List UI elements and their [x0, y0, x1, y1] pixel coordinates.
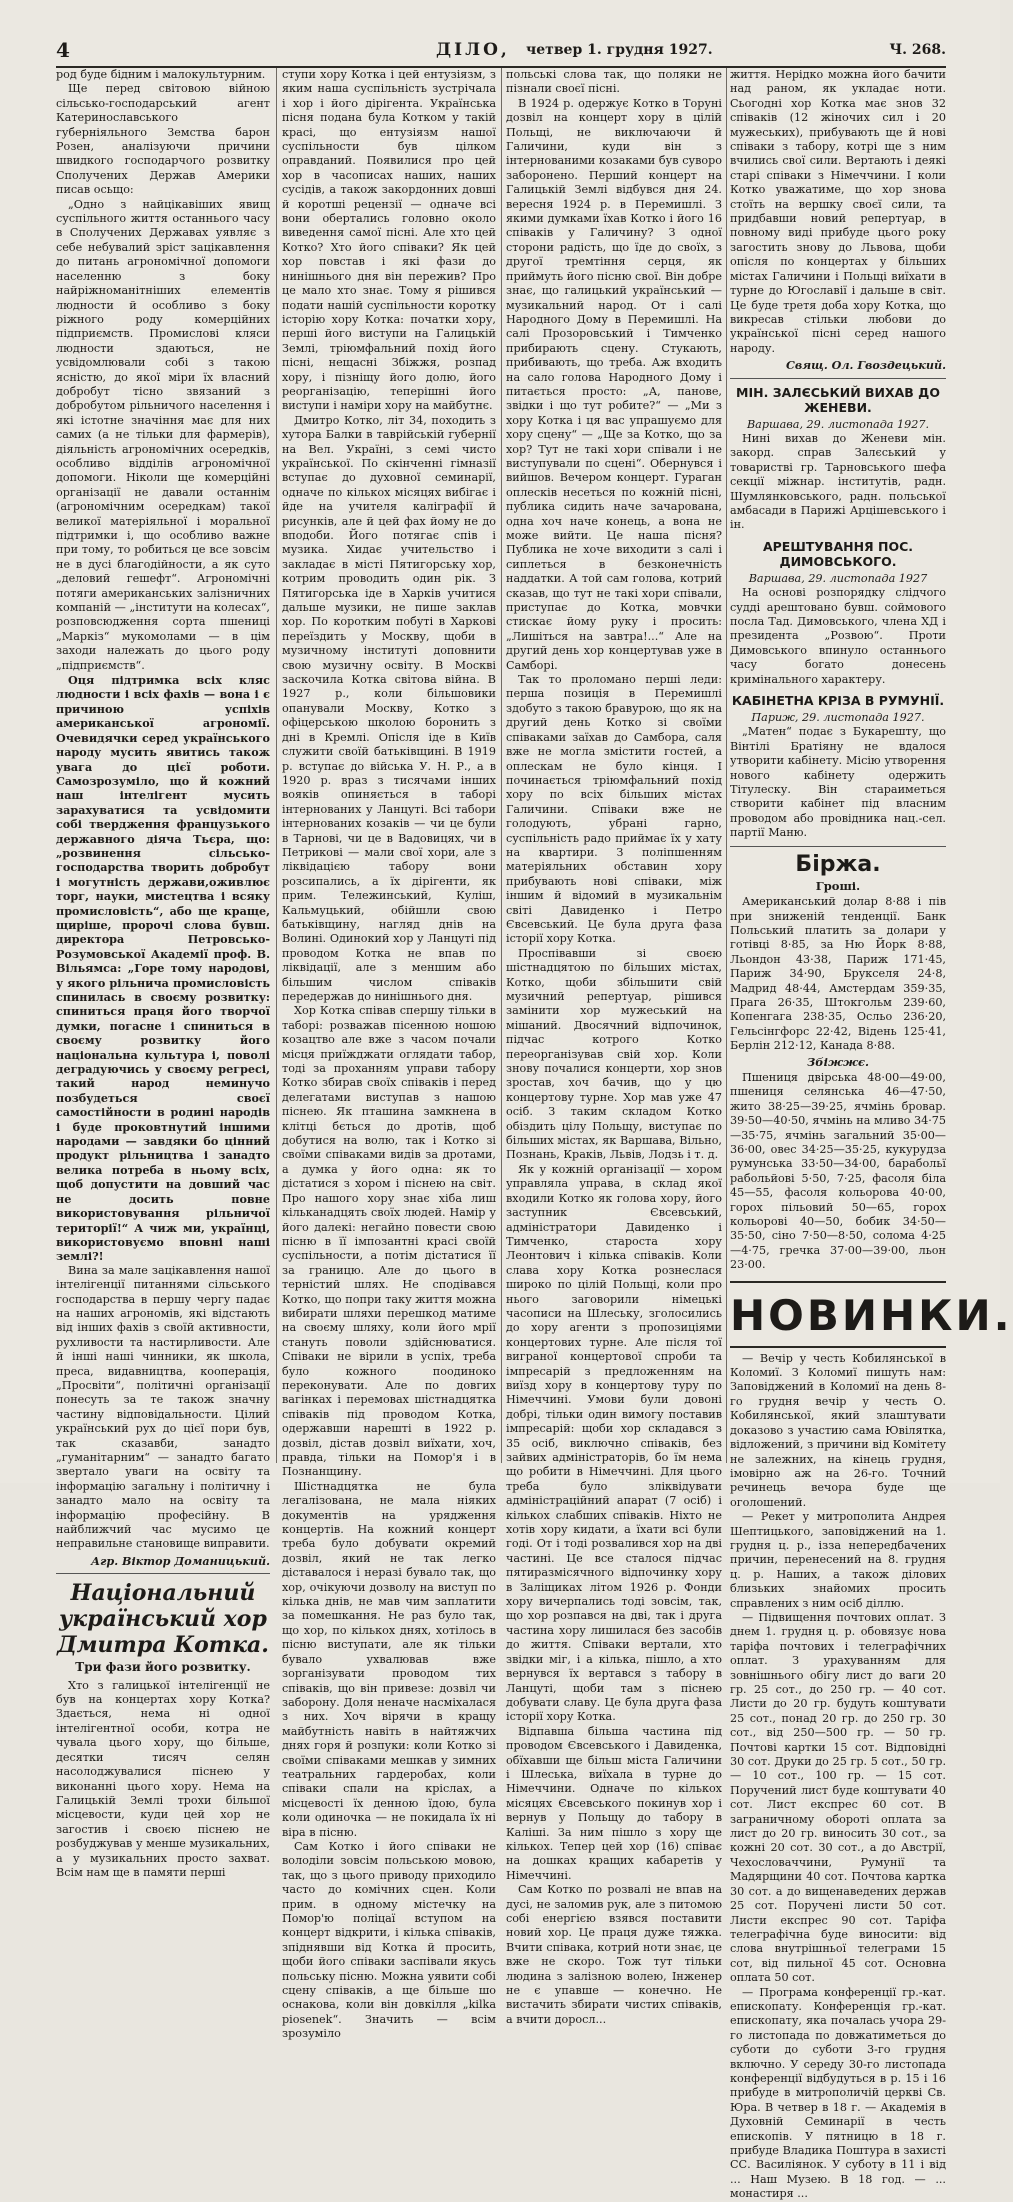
- article-headline: Національний український хор Дмитра Котка.: [57, 1580, 269, 1659]
- news-headline: МІН. ЗАЛЄСЬКИЙ ВИХАВ ДО ЖЕНЕВИ.: [736, 384, 940, 415]
- paragraph: польські слова так, що поляки не пізнали своєї пісні.: [506, 68, 722, 96]
- divider: [56, 1573, 270, 1574]
- paragraph: Сам Котко і його співаки не володіли зовсім польською мовою, так, що з цього приводу приходило часто до комічних сцен. Коли прим. в одному містечку на Помор'ю поліцаї вступом на концерт відкрити, і кілька співаків, зпіднявши від Котка й просить, щоби його співаки заспівали якусь польську пісню. Можна уявити собі сцену співаків, а ще більше шо оснакова, коли він довкілля „kilka piosenek“. Значить — всім зрозуміло: [282, 1839, 496, 2041]
- news-headline: АРЕШТУВАННЯ ПОС. ДИМОВСЬКОГО.: [762, 538, 914, 569]
- paragraph: Оця підтримка всіх кляс людности і всіх фахів — вона і є причиною успіхів американської агрономії. Очевидячки серед українського народу мусить явитись також увага до цієї роботи. Самозрозуміло, що й кожний наш інтелігент мусить зарахуватися та усвідомити собі твердження французького державного діяча Тьєра, що: „розвинення сільсько-господарства творить добробут і могутність держави,оживлює торг, науки, мистецтва і всяку промисловість“, або ще краще, щиріше, пророчі слова бувш. директора Петровсько-Розумовської Академії проф. В. Вільямса: „Горе тому народові, у якого рільнича промисловість спинилась в своєму розвитку: спиниться праця його творчої думки, погасне і спиниться в своєму розвитку його національна культура і, поволі деградуючись у своєму регресі, такий народ неминучо позбудеться своєї самостійности в родині народів і буде проковтнутий іншими народами — завдяки бо цінний продукт рільництва і занадто велика потреба в ньому всіх, щоб допустити на довший час не досить повне використовування рільничої території!“ А чиж ми, українці, використовуємо вповні наші землі?!: [56, 673, 270, 1264]
- news-headline: КАБІНЕТНА КРІЗА В РУМУНІЇ.: [731, 693, 945, 709]
- paragraph: ступи хору Котка і цей ентузіязм, з яким наша суспільність зустрічала і хор і його дірігента. Українська пісня подана була Котком у такій красі, що ентузіязм нашої суспільности був цілком оправданий. Появилися про цей хор в часописах наших, наших сусідів, а також закордонних довші й коротші рецензії — одначе всі вони обертались головно около виведення самої пісні. Але хто цей Котко? Хто його співаки? Як цей хор повстав і які фази до нинішнього дня він пережив? Про це мало хто знає. Тому я рішився подати нашій суспільности коротку історію хору Котка: початки хору, перші його виступи на Галицькій Землі, тріюмфальний похід його пісні, нещасні Збіжжя, розпад хору, і пізніщу його долю, його реорганізацію, теперішні його виступи і наміри хору на майбутнє.: [282, 68, 496, 413]
- subsection-heading-grain: Збіжжє.: [806, 1054, 869, 1069]
- paragraph: Вина за мале зацікавлення нашої інтелігенції питаннями сільського господарства в першу чергу падає на наших агрономів, які відстають від інших фахів з своїй активности, рухливости та настирливости. Але й інші наші чинники, як школа, преса, видавництва, кооперація, „Просвіти“, політичні організації понесуть за те також значну частину відповідальности. Цілий український рух до цієї пори був, так сказавби, занадто „гуманітарним“ — занадто багато звертало уваги на освіту та інформацію загальну і політичну і занадто мало на освіту та інформацію професійну. В найближчий час мусимо це неправильне становище виправити.: [56, 1263, 270, 1551]
- author-signature: Свящ. Ол. Гвоздецький.: [785, 358, 946, 373]
- author-signature: Агр. Віктор Доманицький.: [91, 1553, 270, 1568]
- column-rule: [276, 68, 277, 1463]
- dateline: Варшава, 29. листопада 1927: [748, 571, 928, 585]
- paragraph: Нині вихав до Женеви мін. закорд. справ Залєський у товаристві гр. Тарновського шефа секції міжнар. інститутів, радн. Шумлянковського, радн. польської амбасади в Парижі Арцішевського і ін.: [730, 431, 946, 532]
- section-heading-news: НОВИНКИ.: [730, 1290, 1013, 1340]
- paper-name: ДІЛО,: [436, 40, 510, 60]
- section-heading-exchange: Біржа.: [795, 851, 881, 877]
- paragraph: Так то проломано перші леди: перша позиція в Перемишлі здобуто з такою бравурою, що як на другий день Котко зі своїми співаками заїхав до Самбора, саля вже не могла змістити гостей, а оплескам не було кінця. І починається тріюмфальний похід хору по всіх більших містах Галичини. Співаки вже не голодують, убрані гарно, суспільність радо приймає їх у хату на квартири. З поліпшенням матеріяльних обставин хору прибувають нові співаки, між іншим й відомий в музикальнім світі Давиденко і Петро Євсевський. Це була друга фаза історії хору Котка.: [506, 673, 722, 946]
- paragraph: Пшениця двірська 48·00—49·00, пшениця селянська 46—47·50, жито 38·25—39·25, ячмінь бровар. 39·50—40·50, ячмінь на мливо 34·75—35·75, ячмінь загальний 35·00—36·00, овес 34·25—35·25, кукурудза румунська 33·50—34·00, барабольї рабольйові 5·50, 7·25, фасоля біла 45—55, фасоля кольорова 40·00, горох пільовий 50—65, горох кольорові 40—50, бобик 34·50—35·50, сіно 7·50—8·50, солома 4·25—4·75, гречка 37·00—39·00, льон 23·00.: [730, 1070, 946, 1272]
- paragraph: Дмитро Котко, літ 34, походить з хутора Балки в таврійській губернії на Вел. Україні, з семі чисто української. По скінченні гімназії вступає до духовної семинарії, одначе по кількох місяцях вибігає і йде на учителя каліграфії й рисунків, але й цей фах йому не до вподоби. Його потягає спів і музика. Хидає учительство і закладає в місті Пятигорську хор, котрим проводить один рік. З Пятигорська іде в Харків учитися дальше музики, не пише заклав хор. По коротким побуті в Харкові переїздить у Москву, щоби в музичному інституті доповнити свою музичну освіту. В Москві заскочила Котка світова війна. В 1927 р., коли більшовики опанували Москву, Котко з офіцерською школою боронить з дні в Кремлі. Опісля іде в Київ служити своїй батьківщині. В 1919 р. вступає до війська У. Н. Р., а в 1920 р. враз з тисячами інших вояків опиняється в таборі інтернованих у Ланцуті. Всі табори інтернованих козаків — чи це були в Тарнові, чи це в Вадовицях, чи в Петрикові — мали свої хори, але з ліквідацією табору вони розсипались, а їх дірігенти, як прим. Тележинський, Куліш, Кальмуцький, обійшли свою батьківщину, нагляд днів на Волині. Одинокий хор у Ланцуті під проводом Котка не впав по ліквідації, але з меншим або більшим числом співаків передержав до нинішнього дня.: [282, 413, 496, 1003]
- paragraph: Американський долар 8·88 і пів при зниженій тенденції. Банк Польський платить за долари у готівці 8·85, за Ню Йорк 8·88, Льондон 43·38, Париж 171·45, Париж 34·90, Брукселя 24·8, Мадрид 48·44, Амстердам 359·35, Прага 26·35, Штокгольм 239·60, Копенгага 238·35, Осльо 236·20, Гельсінгфорс 22·42, Відень 125·41, Берлін 212·12, Канада 8·88.: [730, 895, 946, 1053]
- paragraph: На основі розпорядку слідчого судді арештовано бувш. соймового посла Тад. Димовського, члена ХД і президента „Розвою“. Проти Димовського впинуло останнього часу богато донесень кримінального характеру.: [730, 586, 946, 686]
- paragraph: Сам Котко по розвалі не впав на дусі, не заломив рук, але з питомою собі енергією взявся поставити новий хор. Це праця дуже тяжка. Вчити співака, котрий ноти знає, це вже не скоро. Тож тут тільки людина з залізною волею, Інженер не є упавше — конечно. Не вистачить збирати чистих співаків, а вчити доросл...: [506, 1883, 722, 2026]
- column-rule: [726, 68, 727, 1463]
- paragraph: Ще перед світовою війною сільсько-господарський агент Катеринославського губерніяльного Земства барон Розен, аналізуючи причини швидкого господарчого розвитку Сполучених Держав Америки писав осьщо:: [56, 82, 270, 197]
- issue-date: четвер 1. грудня 1927.: [526, 42, 713, 58]
- news-item: — Підвищення почтових оплат. З днем 1. грудня ц. р. обовязує нова таріфа почтових і телеграфічних оплат. З урахуванням для зовнішнього обігу лист до ваги 20 гр. 25 сот., до 250 гр. — 40 сот. Листи до 20 гр. будуть коштувати 25 сот., понад 20 гр. до 250 гр. 30 сот., від 250—500 гр. — 50 гр. Почтові картки 15 сот. Відповідні 30 сот. Друки до 25 гр. 5 сот., 50 гр. — 10 сот., 100 гр. — 15 сот. Поручений лист буде коштувати 40 сот. Лист експрес 60 сот. В заграничному обороті оплата за лист до 20 гр. виносить 30 сот., за кожні 20 сот. 30 сот., а до Австрії, Чехословаччини, Румунії та Мадярщини 40 сот. Почтова картка 30 сот. а до вищенаведених держав 25 сот. Поручені листи 50 сот. Листи експрес 90 сот. Таріфа телеграфічна буде виносити: від слова внутрішньої телеграми 15 сот, від пильної 45 сот. Основна оплата 50 сот.: [730, 1610, 946, 1985]
- paragraph: род буде бідним і малокультурним.: [56, 68, 266, 81]
- subsection-heading-money: Гроші.: [815, 878, 861, 893]
- column-3: [506, 68, 722, 2026]
- news-item: — Програма конференції гр.-кат. епископату. Конференція гр.-кат. епископату, яка почалась учора 29-го листопада по довжатиметься до суботи до суботи 3-го грудня включно. У середу 30-го листопада конференції відбудуться в р. 15 і 16 прибуде в митрополичій церкві Св. Юра. В четвер в 18 г. — Академія в Духовній Семинарії в честь епископів. У пятницю в 18 г. прибуде Владика Поштура в захисті СС. Василіянок. У суботу в 11 і від ... Наш Музею. В 18 год. — ... монастиря ...: [730, 1985, 946, 2201]
- paragraph: Шістнадцятка не була легалізована, не мала ніяких документів на урядження концертів. На кожний концерт треба було добувати окремий дозвіл, який не так легко діставалося і неразі бувало так, що хор, очікуючи дозволу на виступ по кілька днів, не мав чим заплатити за помешкання. Не раз було так, що хор, по кількох днях, хотілось в пісню виступати, але як тільки бувало ухвалював вже зорганізувати проводом тих співаків, що він привезе: дозвіл чи заборону. Доля неначе насміхалася з них. Хоч вірячи в кращу майбутність навіть в найтяжчих днях горя й розпуки: коли Котко зі своїми співаками мешкав у зимних театральних гардеробах, коли співаки спали на кріслах, а місцевості їх денною їдою, була коли одиночка — не покидала їх ні віра в пісню.: [282, 1479, 496, 1839]
- column-rule: [501, 68, 502, 1463]
- dateline: Варшава, 29. листопада 1927.: [746, 417, 930, 431]
- issue-number: Ч. 268.: [889, 42, 946, 58]
- divider: [730, 846, 946, 847]
- divider: [730, 378, 946, 379]
- paragraph: В 1924 р. одержує Котко в Торуні дозвіл на концерт хору в цілій Польщі, не виключаючи й Галичини, куди він з інтернованими козаками був суворо заборонено. Перший концерт на Галицькій Землі відбувся дня 24. вересня 1924 р. в Перемишлі. З якими думками їхав Котко і його 16 співаків у Галичину? З одної сторони радість, що їде до своїх, з другої тремтіння серця, як приймуть його пісню свої. Він добре знає, що галицький український — музикальний народ. От і салі Народного Дому в Перемишлі. На салі Прозоровський і Тимченко прибирають сцену. Стукають, прибивають, що треба. Аж входить на сало голова Народного Дому і питається просто: „А, панове, звідки і що тут робите?“ — „Ми з хору Котка і ця вас упрашуємо для хору сцену“ — „Ще за Котко, що за хор? Тут не такі хори співали і не виступували по сцені“. Обернувся і вийшов. Вечером концерт. Гураган оплесків несеться по кожній пісні, публика сидить наче зачарована, одна хоч наче конець, а вона не може вийти. Це наша пісня? Публика не хоче виходити з салі і сиплеться в безконечність наддатки. А той сам голова, котрий сказав, що тут не такі хори співали, приступає до Котка, мовчки стискає йому руку і просить: „Лишіться на завтра!...“ Але на другий день хор концертував уже в Самборі.: [506, 96, 722, 672]
- masthead: [56, 36, 946, 68]
- news-section-header: [730, 1281, 1013, 1348]
- column-1: [56, 68, 270, 1879]
- paragraph: „Матен“ подає з Букарешту, що Вінтілі Братіяну не вдалося утворити кабінету. Місію утворення нового кабінету одержить Тітулеску. Він стараиметься створити кабінет під власним проводом або провідника нац.-сел. партії Маню.: [730, 725, 946, 840]
- paragraph: життя. Нерідко можна його бачити над раном, як укладає ноти. Сьогодні хор Котка має знов 32 співаків (12 жіночих сил і 20 мужеських), прибувають ще й нові співаки з табору, котрі ще з ним вчились свої сили. Вертають і деякі старі співаки з Німеччини. І коли Котко уважатиме, що хор знова стоїть на вершку своєї сили, та придбавши новий репертуар, в повному виді прибуде цього року загостить знову до Львова, щоби опісля по концертах у більших містах Галичини і Польщі виїхати в турне до Югославії і дальше в світ. Це буде третя доба хору Котка, що викресав стільки любови до української пісні серед нашого народу.: [730, 68, 946, 355]
- paragraph: Відпавша більша частина під проводом Євсевського і Давиденка, обїхавши ще більш міста Галичини і Шлеська, виїхала в турне до Німеччини. Одначе по кількох місяцях Євсевського покинув хор і вернув у Польщу до табору в Каліші. За ним пішло з хору ще кількох. Тепер цей хор (16) співає на дошках кращих кабаретів у Німеччині.: [506, 1724, 722, 1882]
- paragraph: Як у кожній організації — хором управляла управа, в склад якої входили Котко як голова хору, його заступник Євсевський, адміністратори Давиденко і Тимченко, староста хору Леонтович і кілька співаків. Коли слава хору Котка рознеслася широко по цілій Польщі, коли про нього заговорили німецькі часописи на Шлеську, зголосились до хору агенти з пропозиціями концертових турне. Але після тої виграної концертової спроби та імпресарій з предложенням на виїзд хору в концертову туру по Німеччині. Умови були довоні добрі, тільки один вимогу поставив імпресарій: щоби хор складався з 35 осіб, виключно співаків, без зайвих адміністраторів, бо їм нема що робити в Німеччині. Для цього треба було зліквідувати адміністраційний апарат (7 осіб) і кількох слабших співаків. Ніхто не хотів хору кидати, а їхати всі були годі. От і тоді розвалився хор на дві частині. Це все сталося підчас пятиразмісячного відпочинку хору в Заліщиках літом 1926 р. Фонди хору вичерпались тоді зовсім, так, що хор розпався на дві, так і друга частина хору лишилася без засобів до життя. Співаки вертали, хто звідки міг, і а кілька, пішло, а хто вернувся їх вертався з табору в Ланцуті, щоби там з піснею добувати славу. Це була друга фаза історії хору Котка.: [506, 1162, 722, 1724]
- column-2: [282, 68, 496, 2041]
- paragraph: Проспівавши зі своєю шістнадцятою по більших містах, Котко, щоби збільшити свій музичний репертуар, рішився замінити хор мужеський на мішаний. Двосячний відпочинок, підчас котрого Котко переорганізував свій хор. Коли знову почалися концерти, хор знов зростав, хоч бачив, що у цю концертову турне. Хор мав уже 47 осіб. З таким складом Котко обіздить цілу Польщу, виступає по більших містах, як Варшава, Вільно, Познань, Краків, Львів, Лодзь і т. д.: [506, 946, 722, 1162]
- paragraph: Хор Котка співав спершу тільки в таборі: розважав пісенною ношою козацтво але вже з часом почали місця приїжджати оглядати табор, тоді за проханням управи табору Котко збирав своїх співаків і перед делегатами виступав з нашою піснею. Як пташина замкнена в клітці бється до дротів, щоб добутися на волю, так і Котко зі своїми співаками видів за дротами, а думка у його одна: як то дістатися з хором і піснею на світ. Про нашого хору знає хіба лиш кільканадцять своїх людей. Намір у його далекі: негайно повести свою пісню в її імпозантні красі своїй суспільности, а потім дістатися її за границю. Але до цього в терністий шлях. Не сподівався Котко, що попри таку життя можна вибирати шляхи перешкод матиме на своєму шляху, коли його мрії стануть поволи здійснюватися. Співаки не вірили в успіх, треба було кожного поодиноко переконувати. Але по довгих вагінках і перемовах шістнадцятка співаків під проводом Котка, одержавши нарешті в 1922 р. дозвіл, дістав дозвіл виїхати, хоч, правда, тільки на Помор'я і в Познанщину.: [282, 1004, 496, 1479]
- paragraph: Хто з галицької інтелігенції не був на концертах хору Котка? Здається, нема ні одної інтелігентної особи, котра не чувала цього хору, що більше, десятки тисяч селян насолоджувалися піснею у виконанні цього хору. Нема на Галицькій Землі трохи більшої місцевости, куди цей хор не загостив і своєю піснею не розбуджував у менше музикальних, а у музикальних просто захват. Всім нам ще в памяти перші: [56, 1678, 270, 1879]
- news-item: — Вечір у честь Кобилянської в Коломиї. З Коломиї пишуть нам: Заповіджений в Коломиї на день 8-го грудня вечір у честь О. Кобилянської, який злаштувати доказово з участию сама Ювілятка, відложений, з причини від Комітету не залежних, на кінець грудня, імовірно аж на 26-го. Точний речинець вечора буде ще оголошений.: [730, 1351, 946, 1509]
- article-subtitle: Три фази його розвитку.: [75, 1660, 251, 1675]
- dateline: Париж, 29. листопада 1927.: [751, 711, 925, 725]
- column-4: [730, 68, 1013, 2201]
- news-item: — Рекет у митрополита Андрея Шептицького, заповіджений на 1. грудня ц. р., ізза непередбачених причин, перенесений на 8. грудня ц. р. Наших, а також ділових близьких знайомих просить справлених з ним осіб діллю.: [730, 1510, 946, 1610]
- page-number: 4: [56, 38, 70, 62]
- quote-paragraph: „Одно з найцікавіших явищ суспільного життя останнього часу в Сполучених Державах уявляє з себе небувалий зріст зацікавлення до питань агрономічної допомоги населенню з боку найріжноманітніших елементів людности й особливо з боку ріжного роду комерційних підприємств. Промислові кляси людности здаються, не усвідомлювали собі з такою ясністю, до якої міри їх власний добробут тісно звязаний з добробутом рільничого населення і які істотне значіння має для них самих (а не тільки для фармерів), діяльність агрономічних осередків, особливо відділів агрономічної допомоги. Ніколи ще комерційні організації не давали останнім (агрономічним осередкам) такої великої матеріяльної і моральної підтримки і, що особливо важне при тому, то робиться це все зовсім не в дусі благодійности, а як суто „деловий гешефт“. Агрономічні потяги американських залізничних компаній — „інститути на колесах“, розповсюдження сорта пшениці „Маркіз“ мукомолами — в цім заходи належать до цього роду „підприємств“.: [56, 197, 270, 672]
